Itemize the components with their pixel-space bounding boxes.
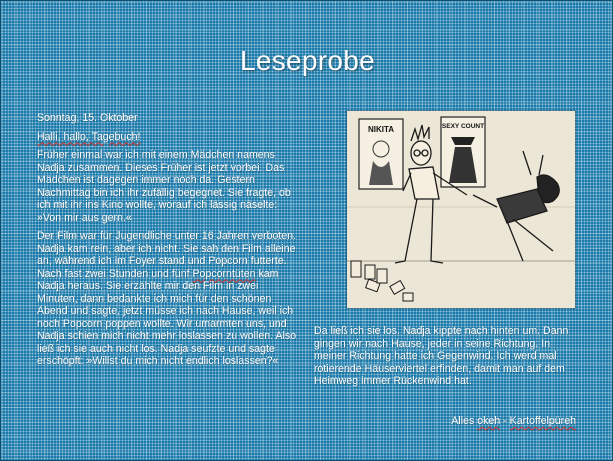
diary-date: Sonntag, 15. Oktober xyxy=(37,112,138,124)
poster-2-title: SEXY COUNT xyxy=(441,123,485,130)
signature-dash: - xyxy=(500,415,510,427)
paragraph-3: Da ließ ich sie los. Nadja kippte nach hinten um. Dann gingen wir nach Hause, jeder in seine Richtung. In meiner Richtung hatte ich Gegenwind. Ich werd mal rotierende Häuserviertel erfinden, damit man auf dem Heimweg immer Rückenwind hat. xyxy=(314,325,569,387)
poster-nikita xyxy=(359,119,403,189)
poster-1-title: NIKITA xyxy=(367,125,395,134)
paragraph-2-part-a: Der Film war für Jugendliche unter 16 Jahren verboten. Nadja kam rein, aber ich nicht. Sie sah den Film alleine an, während ich im Foyer stand und Popcorn futterte. Nach fast zwei Stunden und fünf xyxy=(37,230,297,280)
signature xyxy=(451,415,576,428)
cartoon-drawing xyxy=(347,111,575,308)
poster-sexy-count xyxy=(441,117,485,187)
left-text-column xyxy=(37,112,299,374)
paragraph-1: Früher einmal war ich mit einem Mädchen namens Nadja zusammen. Dieses Früher ist jetzt vorbei. Das Mädchen ist dagegen immer noch da. Gestern Nachmittag bin ich ihr zufällig begegnet. Sie fragte, ob ich mit ihr ins Kino wollte, worauf ich lässig näselte: »Von mir aus gern.« xyxy=(37,149,291,224)
slide-title: Leseprobe xyxy=(239,45,376,76)
signature-okeh: okeh xyxy=(477,415,501,427)
paragraph-2-part-b: kam Nadja heraus. Sie erzählte mir den Film in zwei Minuten, dann bedankte ich mich für den schönen Abend und sagte, jetzt müsse ich nach Hause, weil ich noch Popcorn poppen wollte. Wir umarmten uns, und Nadja schien mich nicht mehr loslassen zu wollen. Also ließ ich sie auch nicht los. Nadja seufzte und sagte erschöpft: »Willst du mich nicht endlich loslassen?« xyxy=(37,267,297,367)
diary-greeting xyxy=(37,131,299,144)
signature-prefix: Alles xyxy=(451,415,478,427)
paragraph-2 xyxy=(37,230,299,368)
cartoon-illustration xyxy=(347,111,575,308)
right-text-column xyxy=(314,325,576,388)
diary-greeting-text: Halli, hallo, Tagebuch! xyxy=(37,130,141,143)
signature-name: Kartoffelpüreh xyxy=(509,415,576,427)
paragraph-2-marked-word: Popcorntüten xyxy=(192,267,256,280)
